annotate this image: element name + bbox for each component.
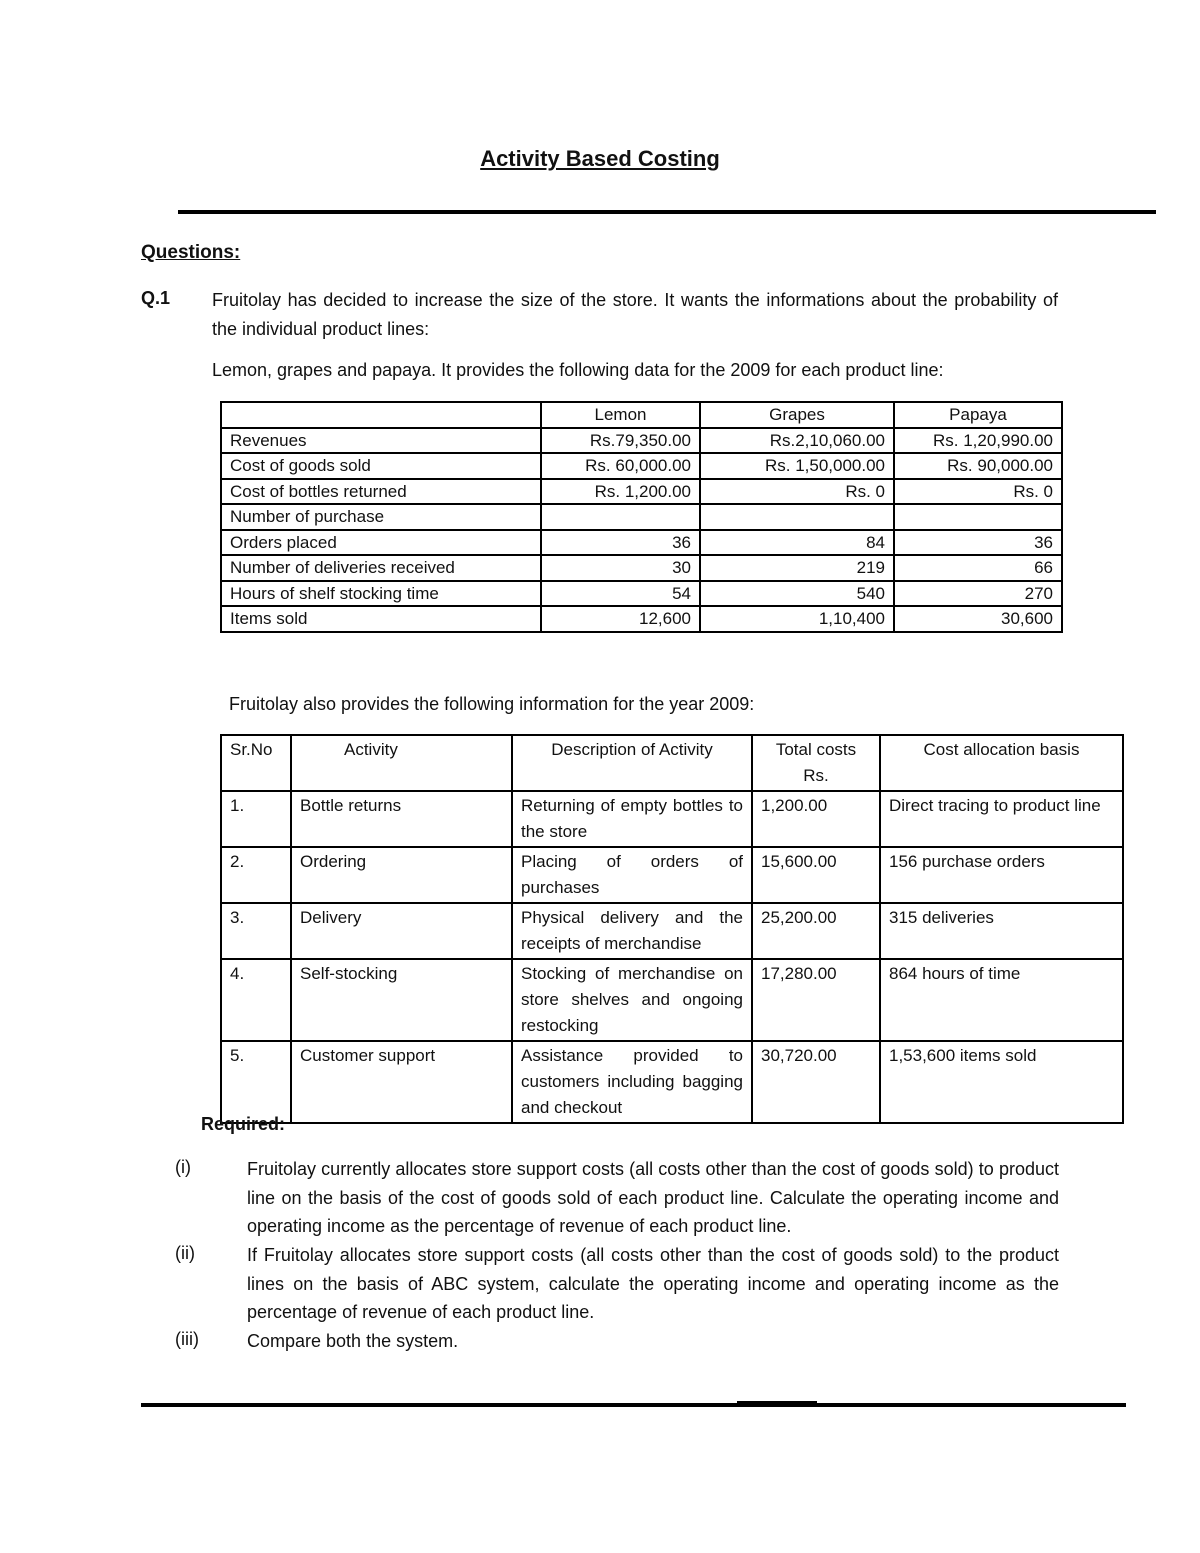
table-cell: [700, 504, 894, 530]
row-label: Number of deliveries received: [221, 555, 541, 581]
table-header-cell: Grapes: [700, 402, 894, 428]
table-header-cell: Cost allocation basis: [880, 735, 1123, 791]
table-cell: Stocking of merchandise on store shelves and ongoing restocking: [512, 959, 752, 1041]
table-row: [221, 453, 1062, 479]
table-header-row: [221, 402, 1062, 428]
table-cell: Self-stocking: [291, 959, 512, 1041]
table-cell: Rs.2,10,060.00: [700, 428, 894, 454]
table-cell: Direct tracing to product line: [880, 791, 1123, 847]
table-cell: 1.: [221, 791, 291, 847]
table-header-cell: [221, 402, 541, 428]
table-cell: 315 deliveries: [880, 903, 1123, 959]
table-cell: Delivery: [291, 903, 512, 959]
question-intro: Lemon, grapes and papaya. It provides the following data for the 2009 for each product line:: [212, 360, 944, 380]
required-item-text: Compare both the system.: [247, 1331, 459, 1351]
table-row: [221, 1041, 1123, 1123]
table-cell: Rs. 0: [894, 479, 1062, 505]
table-cell: Assistance provided to customers including bagging and checkout: [512, 1041, 752, 1123]
required-item-text: Fruitolay currently allocates store support costs (all costs other than the cost of goods sold) to product line on the basis of the cost of goods sold of each product line. Calculate the operating income and operating income as the percentage of revenue of each product line.: [247, 1159, 1059, 1236]
table-cell: 36: [894, 530, 1062, 556]
bottom-divider-mark: [737, 1401, 817, 1404]
table-cell: 36: [541, 530, 700, 556]
table-cell: Rs. 1,50,000.00: [700, 453, 894, 479]
required-item-label: (iii): [175, 1329, 199, 1349]
table-cell: Rs. 1,200.00: [541, 479, 700, 505]
table-cell: 66: [894, 555, 1062, 581]
required-item-label: (ii): [175, 1243, 195, 1263]
table-row: [221, 428, 1062, 454]
table-cell: 15,600.00: [752, 847, 880, 903]
table-cell: 25,200.00: [752, 903, 880, 959]
table-row: [221, 791, 1123, 847]
table-cell: 2.: [221, 847, 291, 903]
required-item-label: (i): [175, 1157, 191, 1177]
table-cell: 5.: [221, 1041, 291, 1123]
table-cell: [541, 504, 700, 530]
table-row: [221, 606, 1062, 632]
table-header-cell: Activity: [291, 735, 512, 791]
table-cell: 17,280.00: [752, 959, 880, 1041]
questions-heading: Questions:: [141, 242, 241, 263]
table-cell: 219: [700, 555, 894, 581]
table-cell: 1,10,400: [700, 606, 894, 632]
table-row: [221, 479, 1062, 505]
table-row: [221, 903, 1123, 959]
activity-table: [220, 734, 1124, 1124]
table-cell: [894, 504, 1062, 530]
table-cell: 12,600: [541, 606, 700, 632]
question-text: Fruitolay has decided to increase the size of the store. It wants the informations about the probability of the individual product lines:: [212, 290, 1058, 339]
required-item-text: If Fruitolay allocates store support costs (all costs other than the cost of goods sold) to the product lines on the basis of ABC system, calculate the operating income and operating income as the percentage of revenue of each product line.: [247, 1245, 1059, 1322]
table-cell: 54: [541, 581, 700, 607]
table-cell: Ordering: [291, 847, 512, 903]
top-divider: [178, 210, 1156, 214]
table-cell: 1,200.00: [752, 791, 880, 847]
table-cell: 540: [700, 581, 894, 607]
table-cell: 30: [541, 555, 700, 581]
table-cell: Rs. 1,20,990.00: [894, 428, 1062, 454]
table-cell: 1,53,600 items sold: [880, 1041, 1123, 1123]
table-cell: 270: [894, 581, 1062, 607]
table-header-cell: Description of Activity: [512, 735, 752, 791]
question-number: Q.1: [141, 288, 171, 308]
table-cell: Rs. 90,000.00: [894, 453, 1062, 479]
activity-intro: Fruitolay also provides the following information for the year 2009:: [229, 694, 755, 714]
table-row: [221, 847, 1123, 903]
row-label: Number of purchase: [221, 504, 541, 530]
table-row: [221, 959, 1123, 1041]
row-label: Items sold: [221, 606, 541, 632]
bottom-divider: [141, 1403, 1126, 1407]
table-cell: 84: [700, 530, 894, 556]
table-cell: 4.: [221, 959, 291, 1041]
page-title: Activity Based Costing: [480, 146, 720, 171]
row-label: Hours of shelf stocking time: [221, 581, 541, 607]
table-header-cell: Papaya: [894, 402, 1062, 428]
row-label: Orders placed: [221, 530, 541, 556]
table-row: [221, 581, 1062, 607]
table-cell: Physical delivery and the receipts of merchandise: [512, 903, 752, 959]
table-cell: Placing of orders of purchases: [512, 847, 752, 903]
product-line-table: [220, 401, 1063, 633]
table-cell: Rs. 60,000.00: [541, 453, 700, 479]
table-cell: 3.: [221, 903, 291, 959]
table-header-row: [221, 735, 1123, 791]
table-cell: Bottle returns: [291, 791, 512, 847]
row-label: Revenues: [221, 428, 541, 454]
table-cell: Customer support: [291, 1041, 512, 1123]
table-cell: Returning of empty bottles to the store: [512, 791, 752, 847]
table-row: [221, 504, 1062, 530]
row-label: Cost of bottles returned: [221, 479, 541, 505]
table-row: [221, 530, 1062, 556]
table-header-cell: Lemon: [541, 402, 700, 428]
table-row: [221, 555, 1062, 581]
table-cell: 30,720.00: [752, 1041, 880, 1123]
row-label: Cost of goods sold: [221, 453, 541, 479]
table-cell: Rs. 0: [700, 479, 894, 505]
table-cell: 864 hours of time: [880, 959, 1123, 1041]
required-heading: Required:: [201, 1114, 286, 1134]
table-cell: 156 purchase orders: [880, 847, 1123, 903]
table-header-cell: Total costs Rs.: [752, 735, 880, 791]
table-cell: 30,600: [894, 606, 1062, 632]
table-header-cell: Sr.No: [221, 735, 291, 791]
table-cell: Rs.79,350.00: [541, 428, 700, 454]
